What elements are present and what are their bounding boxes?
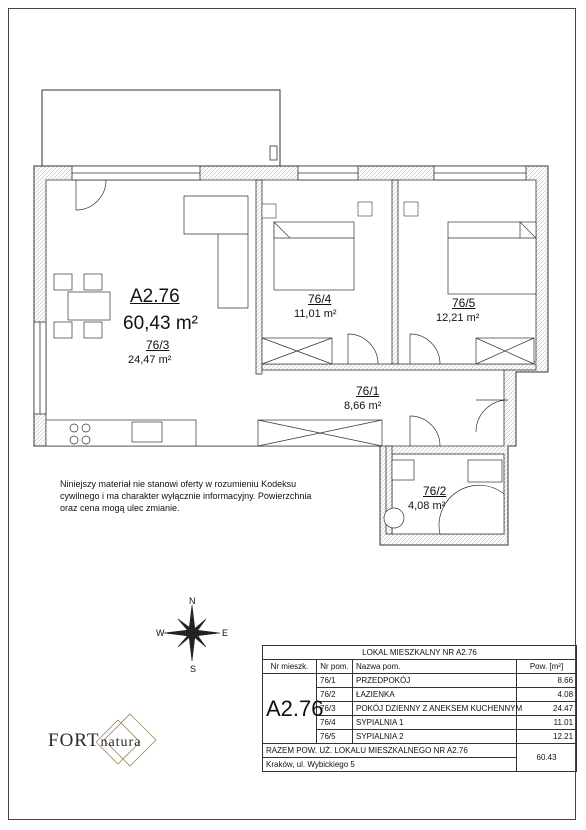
room-no-cell: 76/2 [317,688,353,702]
unit-area: 60,43 m² [123,313,198,334]
room-area-76-1: 8,66 m² [344,400,382,412]
compass-rose [164,605,220,661]
room-name-cell: PRZEDPOKÓJ [353,674,517,688]
total-label: RAZEM POW. UŻ. LOKALU MIESZKALNEGO NR A2.76 [263,744,517,758]
table-title: LOKAL MIESZKALNY NR A2.76 [263,646,577,660]
room-no-cell: 76/5 [317,730,353,744]
room-area-76-5: 12,21 m² [436,312,480,324]
room-area-76-2: 4,08 m² [408,500,446,512]
unit-cell: A2.76 [263,674,317,744]
room-name-cell: POKÓJ DZIENNY Z ANEKSEM KUCHENNYM [353,702,517,716]
kitchen [46,420,196,446]
room-no-cell: 76/1 [317,674,353,688]
room-number-76-4: 76/4 [308,292,332,306]
room-area-cell: 11.01 [517,716,577,730]
room-number-76-3: 76/3 [146,338,170,352]
room-no-cell: 76/4 [317,716,353,730]
room-name-cell: SYPIALNIA 1 [353,716,517,730]
room-number-76-1: 76/1 [356,384,380,398]
room-number-76-2: 76/2 [423,484,447,498]
compass-east: E [222,628,229,638]
disclaimer-text: Niniejszy materiał nie stanowi oferty w rozumieniu Kodeksu cywilnego i ma charakter wyłącznie informacyjny. Powierzchnia oraz cena mogą ulec zmianie. [60,479,312,513]
room-area-cell: 12.21 [517,730,577,744]
header-room-no: Nr pom. [317,660,353,674]
logo-text-fort: FORT [48,730,100,751]
unit-code: A2.76 [130,286,180,307]
compass-north: N [189,596,196,606]
room-area-76-3: 24,47 m² [128,354,172,366]
room-name-cell: ŁAZIENKA [353,688,517,702]
header-room-name: Nazwa pom. [353,660,517,674]
compass-west: W [156,628,165,638]
table-row [263,674,577,688]
room-area-cell: 24.47 [517,702,577,716]
room-number-76-5: 76/5 [452,296,476,310]
room-area-cell: 4.08 [517,688,577,702]
logo-text-natura: natura [100,735,142,750]
room-schedule-table [262,645,577,772]
brand-logo [48,730,141,752]
address: Kraków, ul. Wybickiego 5 [263,758,517,772]
room-area-cell: 8.66 [517,674,577,688]
room-name-cell: SYPIALNIA 2 [353,730,517,744]
balcony [42,90,280,166]
room-no-cell: 76/3 [317,702,353,716]
room-area-76-4: 11,01 m² [294,308,337,320]
compass-south: S [190,664,197,674]
total-value: 60.43 [517,744,577,772]
header-area: Pow. [m²] [517,660,577,674]
header-unit: Nr mieszk. [263,660,317,674]
